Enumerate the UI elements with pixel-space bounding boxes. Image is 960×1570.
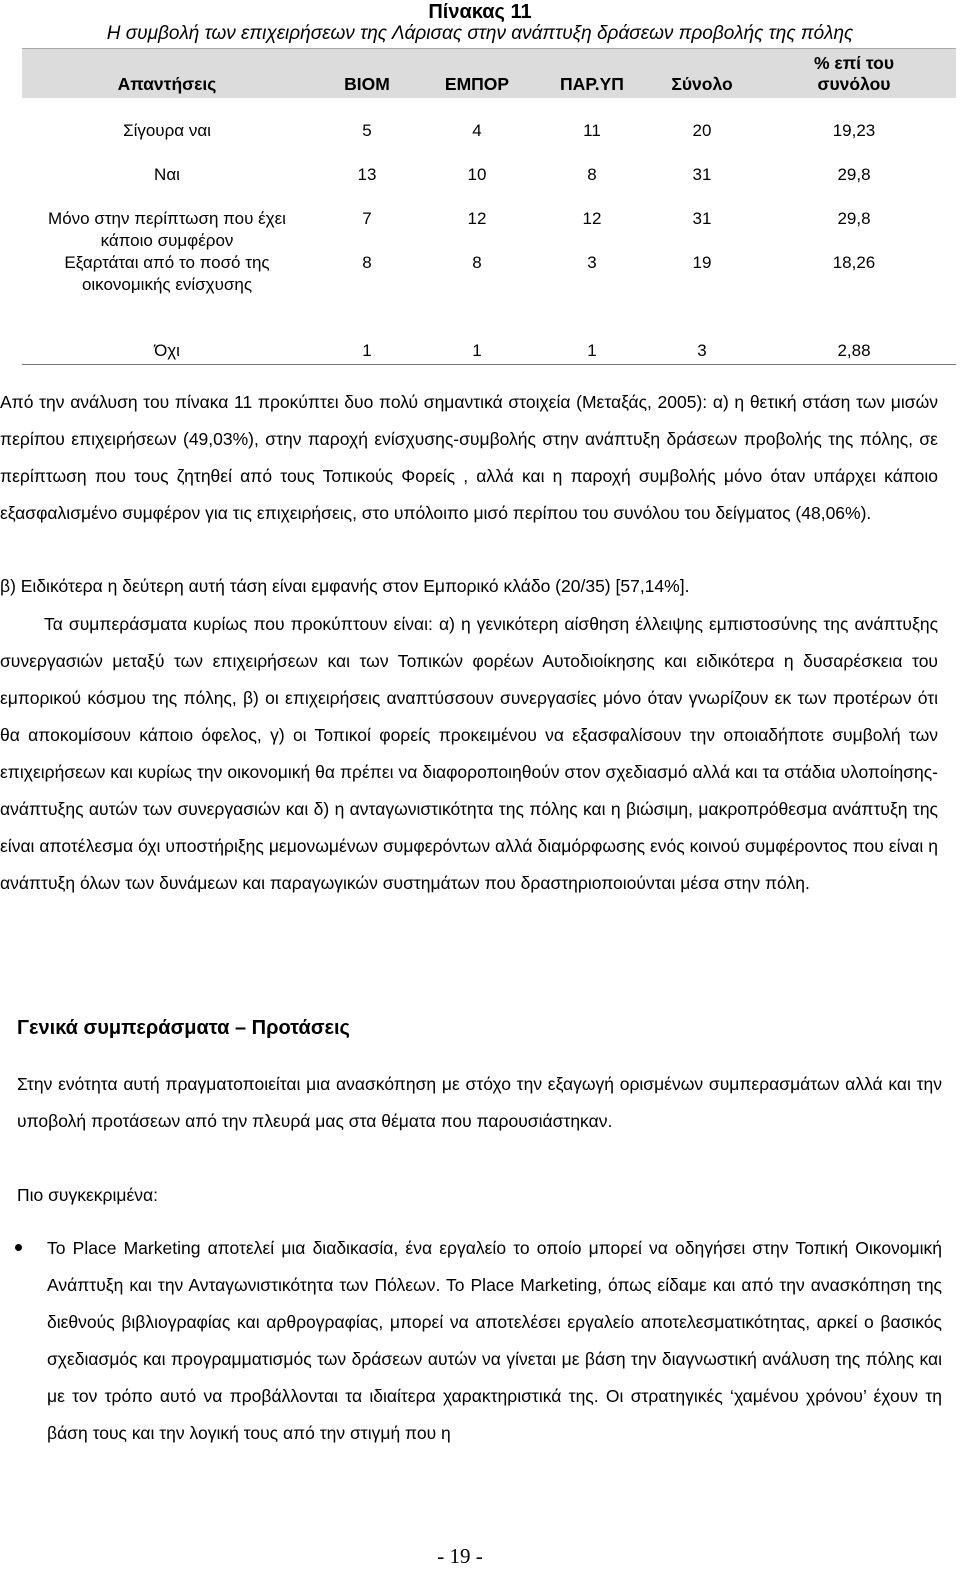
- cell-percent: 29,8: [837, 165, 871, 184]
- cell-par: 8: [587, 165, 597, 184]
- cell-biom: 8: [362, 253, 372, 272]
- row-label: Μόνο στην περίπτωση που έχει κάποιο συμφέρον: [48, 209, 286, 250]
- table-row: [22, 186, 956, 252]
- paragraph-lead: Πιο συγκεκριμένα:: [17, 1185, 158, 1205]
- header-answers: Απαντήσεις: [22, 49, 312, 99]
- table-title: Πίνακας 11: [428, 1, 532, 23]
- table-subtitle: Η συμβολή των επιχειρήσεων της Λάρισας στην ανάπτυξη δράσεων προβολής της πόλης: [106, 23, 854, 44]
- table-row: [22, 252, 956, 318]
- header-par: ΠΑΡ.ΥΠ: [532, 49, 652, 99]
- cell-biom: 7: [362, 209, 372, 228]
- row-label: Ναι: [154, 165, 180, 184]
- header-empor: ΕΜΠΟΡ: [422, 49, 532, 99]
- cell-total: 31: [692, 209, 712, 228]
- header-total: Σύνολο: [652, 49, 752, 99]
- cell-percent: 29,8: [837, 209, 871, 228]
- table-header-row: [22, 49, 956, 99]
- paragraph-conclusions: Τα συμπεράσματα κυρίως που προκύπτουν είναι: α) η γενικότερη αίσθηση έλλειψης εμπιστοσύνης της ανάπτυξης συνεργασιών μεταξύ των επιχειρήσεων και των Τοπικών φορέων Αυτοδιοίκησης και ειδικότερα η δυσαρέσκεια του εμπορικού κόσμου της πόλης, β) οι επιχειρήσεις αναπτύσσουν συνεργασίες μόνο όταν γνωρίζουν εκ των προτέρων ότι θα αποκομίσουν κάποιο όφελος, γ) οι Τοπικοί φορείς προκειμένου να εξασφαλίσουν την οποιαδήποτε συμβολή των επιχειρήσεων και κυρίως την οικονομική θα πρέπει να διαφοροποιηθούν στον σχεδιασμό αλλά και τα στάδια υλοποίησης-ανάπτυξης αυτών των συνεργασιών και δ) η ανταγωνιστικότητα της πόλης και η βιώσιμη, μακροπρόθεσμα ανάπτυξη της είναι αποτέλεσμα όχι υποστήριξης μεμονωμένων συμφερόντων αλλά διαμόρφωσης ενός κοινού συμφέροντος που είναι η ανάπτυξη όλων των δυνάμεων και παραγωγικών συστημάτων που δραστηριοποιούνται μέσα στην πόλη.: [0, 614, 938, 893]
- cell-percent: 19,23: [832, 121, 876, 140]
- cell-empor: 10: [467, 165, 487, 184]
- cell-percent: 18,26: [832, 253, 876, 272]
- table-11: [22, 48, 956, 365]
- cell-empor: 12: [467, 209, 487, 228]
- cell-empor: 8: [472, 253, 482, 272]
- paragraph-intro: Στην ενότητα αυτή πραγματοποιείται μια ανασκόπηση με στόχο την εξαγωγή ορισμένων συμπερασμάτων αλλά και την υποβολή προτάσεων από την πλευρά μας στα θέματα που παρουσιάστηκαν.: [17, 1074, 942, 1131]
- cell-par: 11: [583, 121, 601, 140]
- row-label: Εξαρτάται από το ποσό της οικονομικής ενίσχυσης: [64, 253, 270, 294]
- section-heading: Γενικά συμπεράσματα – Προτάσεις: [17, 1017, 350, 1039]
- header-percent: [752, 49, 956, 99]
- header-percent-line2: συνόλου: [817, 74, 891, 94]
- paragraph-trend: β) Ειδικότερα η δεύτερη αυτή τάση είναι εμφανής στον Εμπορικό κλάδο (20/35) [57,14%].: [0, 576, 690, 596]
- row-label: Σίγουρα ναι: [123, 121, 211, 140]
- table-row: [22, 142, 956, 186]
- bullet-icon: [15, 1244, 22, 1251]
- cell-par: 12: [582, 209, 602, 228]
- cell-total: 20: [692, 121, 712, 140]
- cell-biom: 5: [362, 121, 372, 140]
- cell-biom: 13: [357, 165, 377, 184]
- cell-total: 31: [692, 165, 712, 184]
- cell-total: 3: [652, 318, 752, 364]
- cell-biom: 1: [312, 318, 422, 364]
- cell-par: 1: [532, 318, 652, 364]
- paragraph-analysis: Από την ανάλυση του πίνακα 11 προκύπτει δυο πολύ σημαντικά στοιχεία (Μεταξάς, 2005): α) η θετική στάση των μισών περίπου επιχειρήσεων (49,03%), στην παροχή ενίσχυσης-συμβολής στην ανάπτυξη δράσεων προβολής της πόλης, σε περίπτωση που τους ζητηθεί από τους Τοπικούς Φορείς , αλλά και η παροχή συμβολής μόνο όταν υπάρχει κάποιο εξασφαλισμένο συμφέρον για τις επιχειρήσεις, στο υπόλοιπο μισό περίπου του συνόλου του δείγματος (48,06%).: [0, 392, 938, 523]
- page-number: - 19 -: [437, 1544, 483, 1568]
- table-row: [22, 318, 956, 364]
- cell-empor: 4: [472, 121, 482, 140]
- cell-par: 3: [587, 253, 597, 272]
- header-percent-line1: % επί του: [813, 53, 895, 73]
- header-biom: ΒΙΟΜ: [312, 49, 422, 99]
- cell-empor: 1: [422, 318, 532, 364]
- table-row: [22, 98, 956, 142]
- cell-percent: 2,88: [752, 318, 956, 364]
- bullet-item: Το Place Marketing αποτελεί μια διαδικασία, ένα εργαλείο το οποίο μπορεί να οδηγήσει στην Τοπική Οικονομική Ανάπτυξη και την Ανταγωνιστικότητα των Πόλεων. Το Place Marketing, όπως είδαμε και από την ανασκόπηση της διεθνούς βιβλιογραφίας και αρθρογραφίας, μπορεί να αποτελέσει εργαλείο αποτελεσματικότητας, αρκεί ο βασικός σχεδιασμός και προγραμματισμός των δράσεων αυτών να γίνεται με βάση την διαγνωστική ανάλυση της πόλης και με τον τρόπο αυτό να προβάλλονται τα ιδιαίτερα χαρακτηριστικά της. Οι στρατηγικές ‘χαμένου χρόνου’ έχουν τη βάση τους και την λογική τους από την στιγμή που η: [47, 1238, 942, 1443]
- row-label: Όχι: [22, 318, 312, 364]
- cell-total: 19: [692, 253, 712, 272]
